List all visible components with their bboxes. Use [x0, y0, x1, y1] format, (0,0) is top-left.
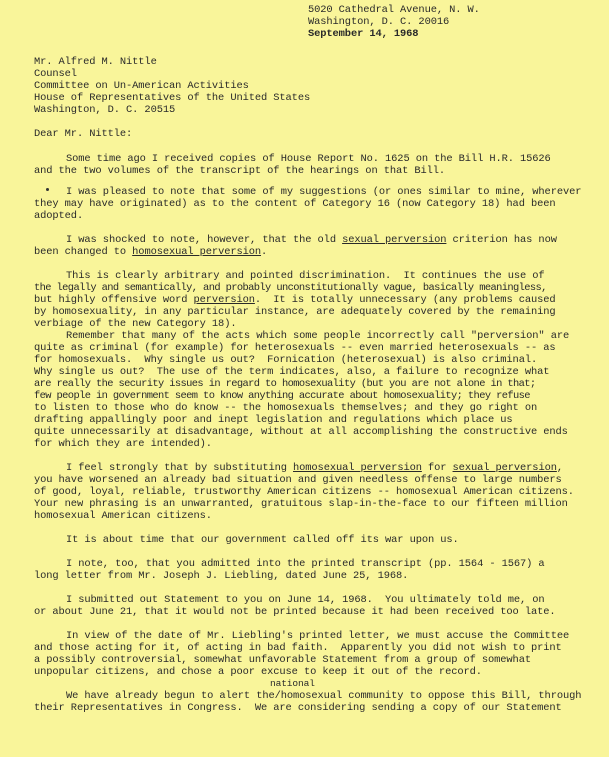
- paragraph-line: verbiage of the new Category 18).: [34, 318, 237, 330]
- paragraph-line: quite unnecessarily at disadvantage, without at all accomplishing the constructive ends: [34, 426, 568, 438]
- paragraph-line: are really the security issues in regard to homosexuality (but you are not alone in that;: [34, 378, 536, 390]
- paragraph-line: In view of the date of Mr. Liebling's printed letter, we must accuse the Committee: [66, 630, 570, 642]
- paragraph-line: the legally and semantically, and probably unconstitutionally vague, basically meaningless,: [34, 282, 547, 294]
- paragraph-line: I was shocked to note, however, that the old sexual perversion criterion has now: [66, 234, 557, 246]
- paragraph-line: This is clearly arbitrary and pointed discrimination. It continues the use of: [66, 270, 545, 282]
- paragraph-line: or about June 21, that it would not be printed because it had been received too late.: [34, 606, 556, 618]
- underlined-term: homosexual perversion: [293, 462, 422, 474]
- paragraph-line: Remember that many of the acts which some people incorrectly call "perversion" are: [66, 330, 570, 342]
- underlined-term: sexual perversion: [342, 234, 447, 246]
- paragraph-line: I note, too, that you admitted into the printed transcript (pp. 1564 - 1567) a: [66, 558, 545, 570]
- sender-address-line2: Washington, D. C. 20016: [308, 16, 450, 28]
- underlined-term: sexual perversion: [452, 462, 557, 474]
- recipient-line: House of Representatives of the United States: [34, 92, 311, 104]
- ink-dot: [46, 188, 49, 191]
- paragraph-line: to listen to those who do know -- the homosexuals themselves; and they go right on: [34, 402, 538, 414]
- underlined-term: perversion: [193, 294, 255, 306]
- paragraph-line: I was pleased to note that some of my suggestions (or ones similar to mine, wherever: [66, 186, 582, 198]
- paragraph-line: I submitted out Statement to you on June 14, 1968. You ultimately told me, on: [66, 594, 545, 606]
- handwritten-insert: national: [270, 678, 315, 689]
- paragraph-line: few people in government seem to know anything accurate about homosexuality; they refuse: [34, 390, 530, 402]
- paragraph-line: but highly offensive word perversion. It is totally unnecessary (any problems caused: [34, 294, 556, 306]
- paragraph-line: Some time ago I received copies of House Report No. 1625 on the Bill H.R. 15626: [66, 153, 551, 165]
- paragraph-line: Your new phrasing is an unwarranted, gratuitous slap-in-the-face to our fifteen million: [34, 498, 568, 510]
- sender-address-line1: 5020 Cathedral Avenue, N. W.: [308, 4, 480, 16]
- paragraph-line: by homosexuality, in any particular instance, are adequately covered by the remaining: [34, 306, 556, 318]
- paragraph-line: long letter from Mr. Joseph J. Liebling, dated June 25, 1968.: [34, 570, 409, 582]
- paragraph-line: been changed to homosexual perversion.: [34, 246, 268, 258]
- paragraph-line: We have already begun to alert the/homosexual community to oppose this Bill, through: [66, 690, 582, 702]
- paragraph-line: for homosexuals. Why single us out? Fornication (heterosexual) is also criminal.: [34, 354, 538, 366]
- paragraph-line: Why single us out? The use of the term indicates, also, a failure to recognize what: [34, 366, 550, 378]
- recipient-line: Committee on Un-American Activities: [34, 80, 249, 92]
- paragraph-line: a possibly controversial, somewhat unfavorable Statement from a group of somewhat: [34, 654, 531, 666]
- paragraph-line: homosexual American citizens.: [34, 510, 212, 522]
- paragraph-line: quite as criminal (for example) for heterosexuals -- even married heterosexuals -- as: [34, 342, 556, 354]
- paragraph-line: unpopular citizens, and chose a poor excuse to keep it out of the record.: [34, 666, 482, 678]
- paragraph-line: you have worsened an already bad situation and given needless offense to large numbers: [34, 474, 562, 486]
- recipient-line: Counsel: [34, 68, 77, 80]
- recipient-line: Mr. Alfred M. Nittle: [34, 56, 157, 68]
- paragraph-line: of good, loyal, reliable, trustworthy American citizens -- homosexual American citizens.: [34, 486, 574, 498]
- paragraph-line: and those acting for it, of acting in bad faith. Apparently you did not wish to print: [34, 642, 562, 654]
- paragraph-line: It is about time that our government called off its war upon us.: [66, 534, 459, 546]
- paragraph-line: I feel strongly that by substituting homosexual perversion for sexual perversion,: [66, 462, 563, 474]
- paragraph-line: their Representatives in Congress. We are considering sending a copy of our Statement: [34, 702, 562, 714]
- paragraph-line: adopted.: [34, 210, 84, 222]
- letter-date: September 14, 1968: [308, 28, 419, 40]
- salutation: Dear Mr. Nittle:: [34, 128, 133, 140]
- underlined-term: homosexual perversion: [132, 246, 262, 258]
- paragraph-line: they may have originated) as to the content of Category 16 (now Category 18) had been: [34, 198, 556, 210]
- paragraph-line: for which they are intended).: [34, 438, 212, 450]
- paragraph-line: and the two volumes of the transcript of the hearings on that Bill.: [34, 165, 446, 177]
- recipient-line: Washington, D. C. 20515: [34, 104, 176, 116]
- paragraph-line: drafting appallingly poor and inept legislation and regulations which place us: [34, 414, 513, 426]
